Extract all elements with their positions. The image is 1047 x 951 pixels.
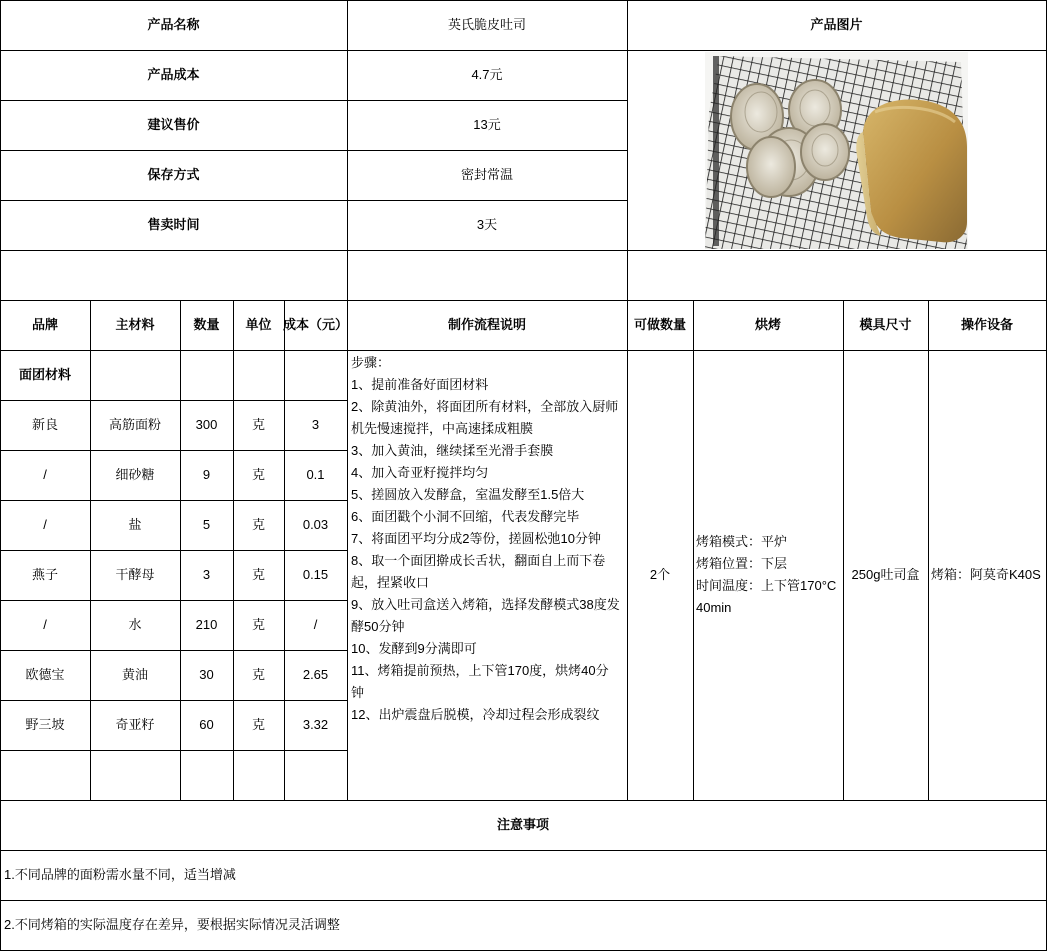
bread-loaf xyxy=(856,99,967,242)
ingredient-material: 黄油 xyxy=(90,650,181,701)
ingredient-cost: / xyxy=(284,600,348,651)
process-step-line: 10、发酵到9分满即可 xyxy=(351,641,477,656)
col-brand: 品牌 xyxy=(0,300,91,351)
process-step-line: 4、加入奇亚籽搅拌均匀 xyxy=(351,465,489,480)
process-step-line: 5、搓圆放入发酵盒，室温发酵至1.5倍大 xyxy=(351,487,585,502)
yield-value: 2个 xyxy=(627,350,694,801)
ingredient-qty: 9 xyxy=(180,450,234,501)
ingredient-qty: 60 xyxy=(180,700,234,751)
section-empty-qty xyxy=(180,350,234,401)
ingredient-cost: 0.1 xyxy=(284,450,348,501)
ingredient-unit: 克 xyxy=(233,500,285,551)
trailing-empty-unit xyxy=(233,750,285,801)
ingredient-brand: 野三坡 xyxy=(0,700,91,751)
product-name-label: 产品名称 xyxy=(0,0,348,51)
section-empty-material xyxy=(90,350,181,401)
bake-settings-text xyxy=(696,531,836,619)
process-step-line: 机先慢速搅拌，中高速揉成粗膜 xyxy=(351,421,534,436)
section-dough-label: 面团材料 xyxy=(0,350,91,401)
process-step-line: 12、出炉震盘后脱模，冷却过程会形成裂纹 xyxy=(351,707,600,722)
storage-value: 密封常温 xyxy=(347,150,628,201)
ingredient-cost: 3 xyxy=(284,400,348,451)
process-steps xyxy=(347,350,628,801)
ingredient-material: 细砂糖 xyxy=(90,450,181,501)
ingredient-brand: 欧德宝 xyxy=(0,650,91,701)
col-yield: 可做数量 xyxy=(627,300,694,351)
ingredient-cost: 2.65 xyxy=(284,650,348,701)
shelf-life-value: 3天 xyxy=(347,200,628,251)
process-step-line: 8、取一个面团擀成长舌状，翻面自上而下卷 xyxy=(351,553,606,568)
col-material: 主材料 xyxy=(90,300,181,351)
equipment-value: 烤箱：阿莫奇K40S xyxy=(928,350,1047,801)
process-step-line: 11、烤箱提前预热，上下管170度，烘烤40分 xyxy=(351,663,609,678)
blank-cell-c xyxy=(627,250,1047,301)
ingredient-unit: 克 xyxy=(233,450,285,501)
process-step-line: 7、将面团平均分成2等份，搓圆松弛10分钟 xyxy=(351,531,601,546)
trailing-empty-cost xyxy=(284,750,348,801)
trailing-empty-brand xyxy=(0,750,91,801)
ingredient-brand: 燕子 xyxy=(0,550,91,601)
section-empty-unit xyxy=(233,350,285,401)
process-step-line: 酵50分钟 xyxy=(351,619,405,634)
ingredient-material: 干酵母 xyxy=(90,550,181,601)
ingredient-brand: / xyxy=(0,450,91,501)
section-empty-cost xyxy=(284,350,348,401)
note-item-1: 1.不同品牌的面粉需水量不同，适当增减 xyxy=(0,850,1047,901)
product-cost-value: 4.7元 xyxy=(347,50,628,101)
process-step-line: 起，捏紧收口 xyxy=(351,575,430,590)
trailing-empty-qty xyxy=(180,750,234,801)
toast-photo-graphic xyxy=(705,52,968,249)
ingredient-material: 高筋面粉 xyxy=(90,400,181,451)
process-steps-text xyxy=(351,352,620,726)
col-process: 制作流程说明 xyxy=(347,300,628,351)
bake-setting-line: 烤箱位置：下层 xyxy=(696,556,788,571)
ingredient-unit: 克 xyxy=(233,700,285,751)
product-image-label: 产品图片 xyxy=(627,0,1047,51)
suggested-price-value: 13元 xyxy=(347,100,628,151)
process-step-line: 3、加入黄油，继续揉至光滑手套膜 xyxy=(351,443,554,458)
col-bake: 烘烤 xyxy=(693,300,844,351)
ingredient-unit: 克 xyxy=(233,400,285,451)
process-step-line: 9、放入吐司盒送入烤箱，选择发酵模式38度发 xyxy=(351,597,620,612)
process-step-line: 6、面团戳个小洞不回缩，代表发酵完毕 xyxy=(351,509,580,524)
process-step-line: 1、提前准备好面团材料 xyxy=(351,377,489,392)
ingredient-qty: 210 xyxy=(180,600,234,651)
ingredient-material: 奇亚籽 xyxy=(90,700,181,751)
process-step-line: 步骤： xyxy=(351,355,391,370)
bake-settings xyxy=(693,350,844,801)
product-photo xyxy=(705,52,968,249)
process-step-line: 钟 xyxy=(351,685,365,700)
blank-cell-a xyxy=(0,250,348,301)
ingredient-unit: 克 xyxy=(233,650,285,701)
ingredient-material: 盐 xyxy=(90,500,181,551)
note-item-2: 2.不同烤箱的实际温度存在差异，要根据实际情况灵活调整 xyxy=(0,900,1047,951)
bake-setting-line: 40min xyxy=(696,600,732,615)
trailing-empty-material xyxy=(90,750,181,801)
mold-size-value: 250g吐司盒 xyxy=(843,350,929,801)
product-cost-label: 产品成本 xyxy=(0,50,348,101)
shelf-life-label: 售卖时间 xyxy=(0,200,348,251)
blank-cell-b xyxy=(347,250,628,301)
product-name-value: 英氏脆皮吐司 xyxy=(347,0,628,51)
ingredient-material: 水 xyxy=(90,600,181,651)
ingredient-cost: 3.32 xyxy=(284,700,348,751)
ingredient-brand: 新良 xyxy=(0,400,91,451)
ingredient-qty: 30 xyxy=(180,650,234,701)
bake-setting-line: 烤箱模式：平炉 xyxy=(696,534,788,549)
ingredient-qty: 3 xyxy=(180,550,234,601)
ingredient-brand: / xyxy=(0,600,91,651)
ingredient-unit: 克 xyxy=(233,550,285,601)
process-step-line: 2、除黄油外，将面团所有材料，全部放入厨师 xyxy=(351,399,619,414)
col-cost: 成本（元） xyxy=(284,300,348,351)
ingredient-qty: 300 xyxy=(180,400,234,451)
col-unit: 单位 xyxy=(233,300,285,351)
ingredient-cost: 0.15 xyxy=(284,550,348,601)
ingredient-brand: / xyxy=(0,500,91,551)
ingredient-qty: 5 xyxy=(180,500,234,551)
col-equipment: 操作设备 xyxy=(928,300,1047,351)
ingredient-unit: 克 xyxy=(233,600,285,651)
notes-title: 注意事项 xyxy=(0,800,1047,851)
col-mold: 模具尺寸 xyxy=(843,300,929,351)
col-qty: 数量 xyxy=(180,300,234,351)
suggested-price-label: 建议售价 xyxy=(0,100,348,151)
storage-label: 保存方式 xyxy=(0,150,348,201)
bake-setting-line: 时间温度：上下管170°C xyxy=(696,578,837,593)
ingredient-cost: 0.03 xyxy=(284,500,348,551)
